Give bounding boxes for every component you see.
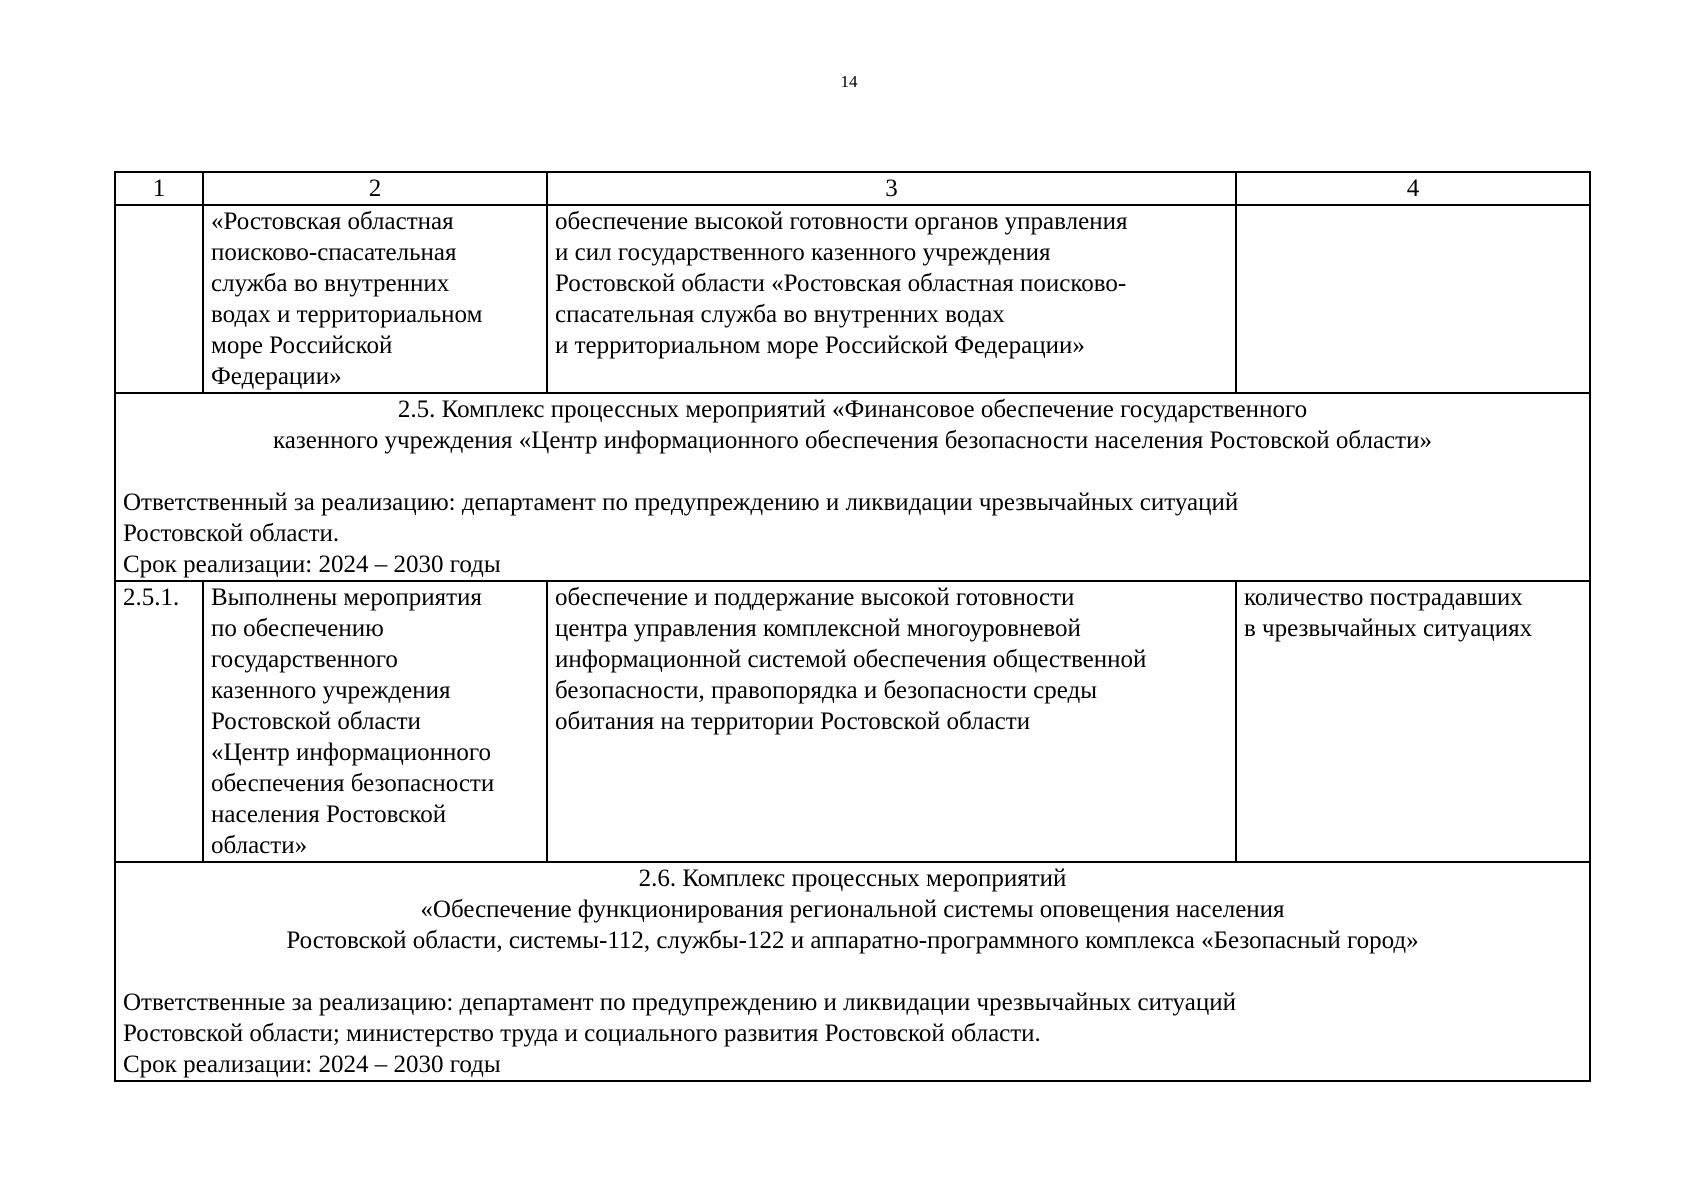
text-line: центра управления комплексной многоуровневой: [555, 615, 1081, 642]
section-2-5-info: [123, 487, 1582, 580]
row-2-5-1-indicator-cell: [1236, 581, 1590, 862]
text-line: обеспечение и поддержание высокой готовности: [555, 584, 1075, 611]
text-line: по обеспечению: [211, 615, 384, 642]
text-line: 2.5. Комплекс процессных мероприятий «Финансовое обеспечение государственного: [397, 396, 1308, 423]
text-line: обеспечения безопасности: [211, 770, 495, 797]
text-line: Федерации»: [211, 363, 342, 390]
text-line: области»: [211, 832, 308, 859]
header-cell-4: 4: [1236, 172, 1590, 205]
text-line: спасательная служба во внутренних водах: [555, 301, 1005, 328]
text-line: поисково-спасательная: [211, 239, 457, 266]
section-2-5-cell: [115, 393, 1590, 581]
section-2-6-info: [123, 987, 1582, 1080]
text-line: «Ростовская областная: [211, 208, 454, 235]
text-line: Срок реализации: 2024 – 2030 годы: [123, 551, 501, 578]
text-line: 2.6. Комплекс процессных мероприятий: [638, 865, 1067, 892]
text-line: в чрезвычайных ситуациях: [1244, 615, 1533, 642]
row1-description-cell: [547, 205, 1236, 393]
section-2-5-title: [123, 394, 1582, 456]
text-line: Выполнены мероприятия: [211, 584, 482, 611]
row1-indicator-cell: [1236, 205, 1590, 393]
row-2-5-1-number-cell: 2.5.1.: [115, 581, 203, 862]
section-row-2-5: [115, 393, 1590, 581]
text-line: количество пострадавших: [1244, 584, 1523, 611]
text-line: Ответственный за реализацию: департамент по предупреждению и ликвидации чрезвычайных ситуаций: [123, 489, 1239, 516]
text-line: и сил государственного казенного учреждения: [555, 239, 1051, 266]
text-line: море Российской: [211, 332, 393, 359]
text-line: безопасности, правопорядка и безопасности среды: [555, 677, 1098, 704]
text-line: «Центр информационного: [211, 739, 491, 766]
text-line: Ростовской области; министерство труда и социального развития Ростовской области.: [123, 1020, 1041, 1047]
text-line: казенного учреждения «Центр информационного обеспечения безопасности населения Ростовской области»: [273, 427, 1432, 454]
text-line: Ростовской области: [211, 708, 421, 735]
table-header-row: [115, 172, 1590, 205]
text-line: обеспечение высокой готовности органов управления: [555, 208, 1128, 235]
row-2-5-1-description-cell: [547, 581, 1236, 862]
text-line: обитания на территории Ростовской области: [555, 708, 1031, 735]
row-2-5-1-name-cell: [203, 581, 547, 862]
header-cell-1: 1: [115, 172, 203, 205]
table-row: [115, 581, 1590, 862]
text-line: служба во внутренних: [211, 270, 450, 297]
row1-number-cell: [115, 205, 203, 393]
text-line: и территориальном море Российской Федерации»: [555, 332, 1085, 359]
section-row-2-6: [115, 862, 1590, 1081]
page-number: 14: [840, 72, 858, 91]
header-cell-2: 2: [203, 172, 547, 205]
text-line: населения Ростовской: [211, 801, 447, 828]
header-cell-3: 3: [547, 172, 1236, 205]
table-row: [115, 205, 1590, 393]
document-table: [114, 171, 1591, 1082]
row1-name-cell: [203, 205, 547, 393]
text-line: государственного: [211, 646, 398, 673]
text-line: Ростовской области «Ростовская областная поисково-: [555, 270, 1127, 297]
text-line: Ростовской области.: [123, 520, 340, 547]
text-line: Срок реализации: 2024 – 2030 годы: [123, 1051, 501, 1078]
text-line: Ответственные за реализацию: департамент по предупреждению и ликвидации чрезвычайных ситуаций: [123, 989, 1236, 1016]
section-2-6-title: [123, 863, 1582, 956]
text-line: водах и территориальном: [211, 301, 483, 328]
text-line: информационной системой обеспечения общественной: [555, 646, 1147, 673]
text-line: «Обеспечение функционирования региональной системы оповещения населения: [420, 896, 1285, 923]
section-2-6-cell: [115, 862, 1590, 1081]
text-line: казенного учреждения: [211, 677, 451, 704]
text-line: Ростовской области, системы-112, службы-122 и аппаратно-программного комплекса «Безопасный город»: [286, 927, 1419, 954]
